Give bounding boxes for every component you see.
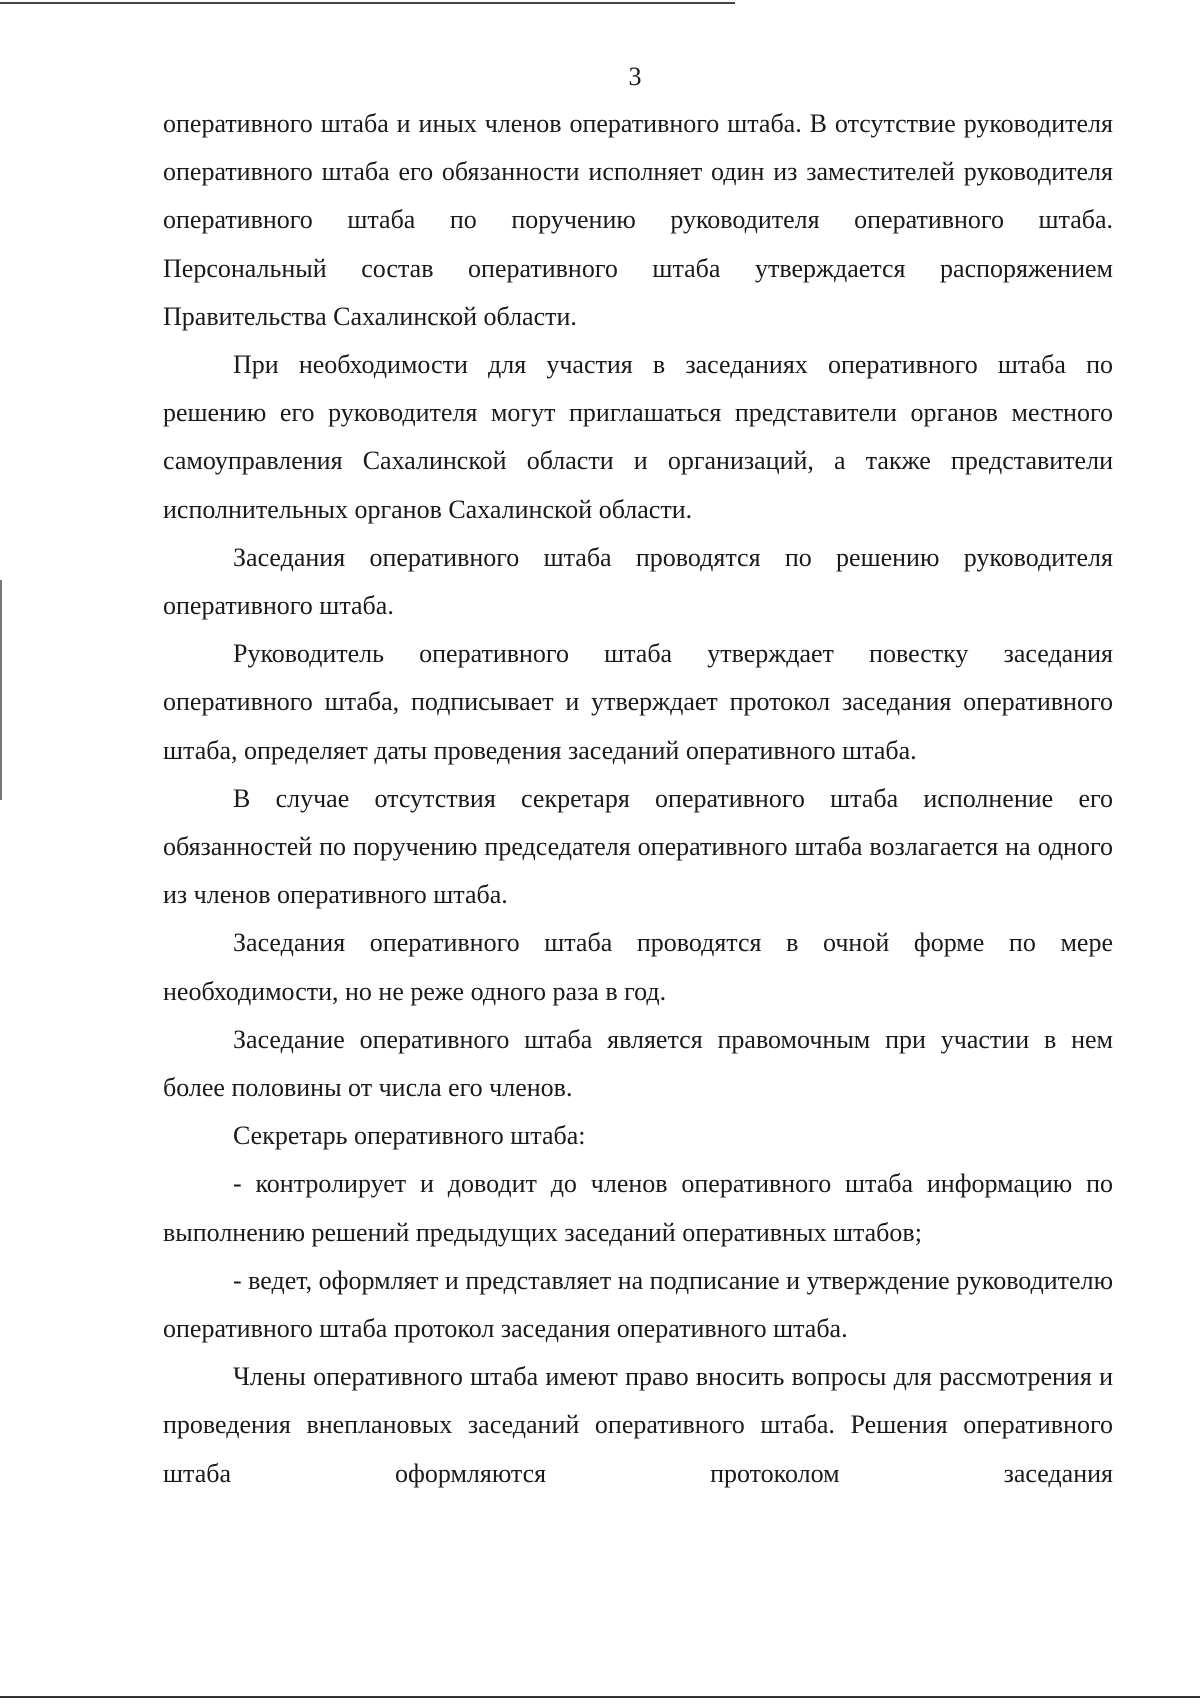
document-body <box>163 100 1113 1498</box>
paragraph: Заседания оперативного штаба проводятся в очной форме по мере необходимости, но не реже одного раза в год. <box>163 928 1113 1006</box>
paragraph: Заседания оперативного штаба проводятся по решению руководителя оперативного штаба. <box>163 542 1113 621</box>
scan-edge-left <box>0 580 2 800</box>
paragraph: Члены оперативного штаба имеют право вносить вопросы для рассмотрения и проведения внеплановых заседаний оперативного штаба. Решения оперативного штаба оформляются протоколом заседания <box>163 1362 1113 1488</box>
paragraph: оперативного штаба и иных членов оперативного штаба. В отсутствие руководителя оперативного штаба его обязанности исполняет один из заместителей руководителя оперативного штаба по поручению руководителя оперативного штаба. Персональный состав оперативного штаба утверждается распоряжением Правительства Сахалинской области. <box>163 109 1113 331</box>
paragraph: Заседание оперативного штаба является правомочным при участии в нем более половины от числа его членов. <box>163 1024 1113 1103</box>
scan-edge-bottom <box>0 1696 1200 1698</box>
paragraph: При необходимости для участия в заседаниях оперативного штаба по решению его руководителя могут приглашаться представители органов местного самоуправления Сахалинской области и организаций, а также представители исполнительных органов Сахалинской области. <box>163 350 1113 524</box>
list-item: - ведет, оформляет и представляет на подписание и утверждение руководителю оперативного штаба протокол заседания оперативного штаба. <box>163 1265 1113 1344</box>
paragraph: Секретарь оперативного штаба: <box>233 1121 586 1151</box>
paragraph: В случае отсутствия секретаря оперативного штаба исполнение его обязанностей по поручению председателя оперативного штаба возлагается на одного из членов оперативного штаба. <box>163 783 1113 910</box>
page-number: 3 <box>628 62 642 91</box>
scan-edge-top <box>0 2 735 4</box>
list-item: - контролирует и доводит до членов оперативного штаба информацию по выполнению решений предыдущих заседаний оперативных штабов; <box>163 1169 1113 1247</box>
paragraph: Руководитель оперативного штаба утверждает повестку заседания оперативного штаба, подписывает и утверждает протокол заседания оперативного штаба, определяет даты проведения заседаний оперативного штаба. <box>163 639 1113 765</box>
